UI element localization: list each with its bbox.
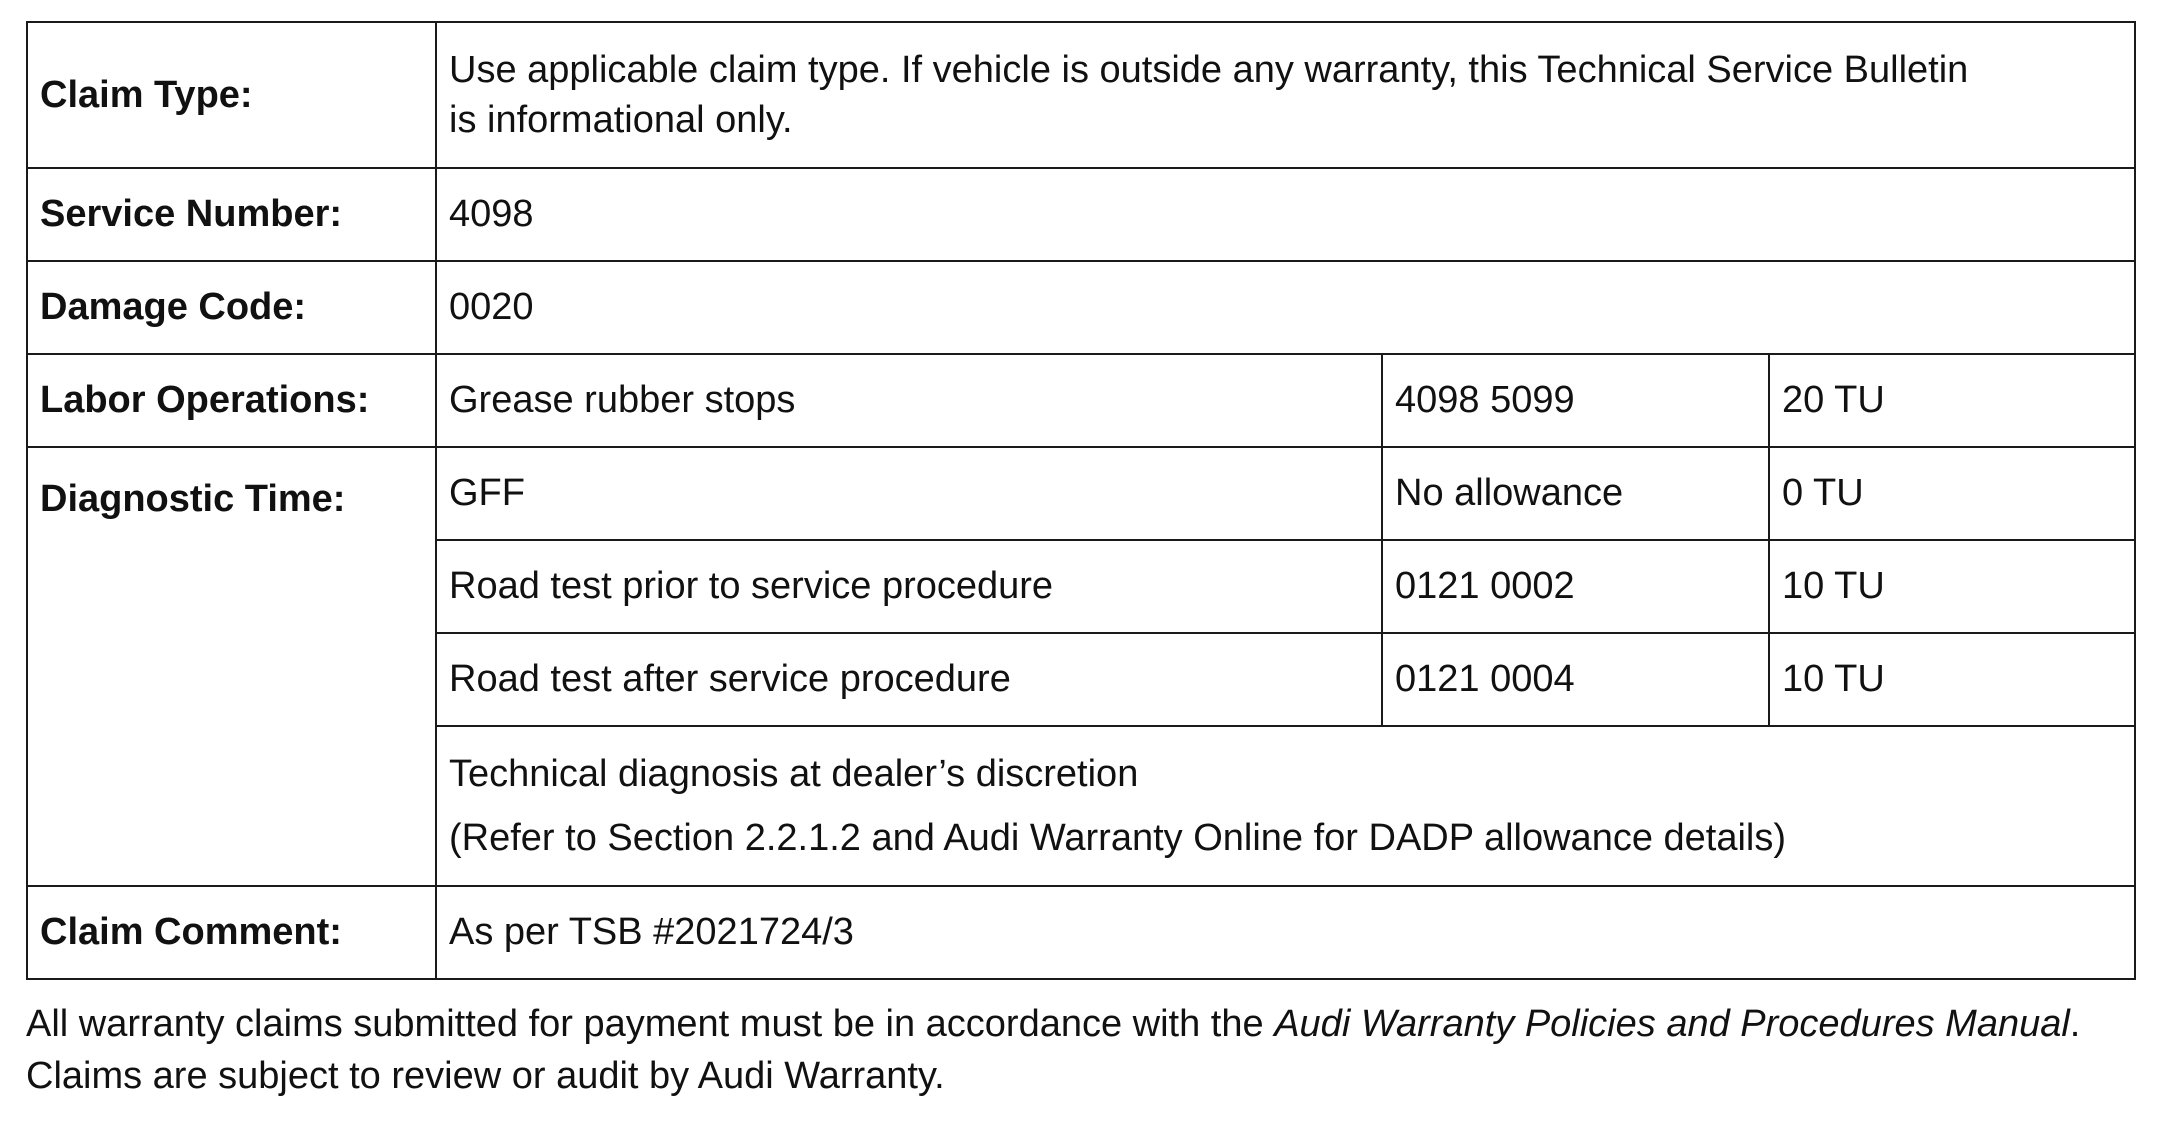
diagnostic-time: 10 TU: [1769, 540, 2135, 633]
service-number-value: 4098: [436, 168, 2135, 261]
footer-text-part1: All warranty claims submitted for payment must be in accordance with the: [26, 1003, 1275, 1045]
claim-type-value-line1: Use applicable claim type. If vehicle is outside any warranty, this Technical Service Bulletin: [449, 48, 1969, 91]
diagnostic-code: No allowance: [1382, 447, 1769, 540]
diagnostic-description: GFF: [436, 447, 1382, 540]
diagnostic-description: Road test after service procedure: [436, 633, 1382, 726]
claim-type-value-line2: is informational only.: [449, 99, 793, 141]
labor-operation-code: 4098 5099: [1382, 354, 1769, 447]
claim-comment-row: [27, 886, 2135, 979]
claim-comment-value: As per TSB #2021724/3: [436, 886, 2135, 979]
service-number-label: Service Number:: [27, 168, 436, 261]
warranty-document: [26, 21, 2134, 1141]
damage-code-label: Damage Code:: [27, 261, 436, 354]
claim-type-value: [436, 22, 2135, 168]
damage-code-value: 0020: [436, 261, 2135, 354]
diagnostic-time: 10 TU: [1769, 633, 2135, 726]
diagnostic-time: 0 TU: [1769, 447, 2135, 540]
service-number-row: [27, 168, 2135, 261]
claim-comment-label: Claim Comment:: [27, 886, 436, 979]
labor-operation-time: 20 TU: [1769, 354, 2135, 447]
warranty-table: [26, 21, 2136, 980]
technical-diagnosis-reference: (Refer to Section 2.2.1.2 and Audi Warranty Online for DADP allowance details): [449, 817, 1787, 859]
labor-operation-description: Grease rubber stops: [436, 354, 1382, 447]
diagnostic-code: 0121 0002: [1382, 540, 1769, 633]
technical-diagnosis-text: Technical diagnosis at dealer’s discretion: [449, 752, 1139, 795]
claim-type-row: [27, 22, 2135, 168]
technical-diagnosis-cell: [436, 726, 2135, 886]
warranty-footer-note: [26, 998, 2134, 1103]
claim-type-label: Claim Type:: [27, 22, 436, 168]
footer-manual-title: Audi Warranty Policies and Procedures Manual: [1274, 1003, 2070, 1045]
labor-operations-label: Labor Operations:: [27, 354, 436, 447]
damage-code-row: [27, 261, 2135, 354]
diagnostic-time-label: Diagnostic Time:: [27, 447, 436, 886]
diagnostic-description: Road test prior to service procedure: [436, 540, 1382, 633]
labor-operations-row: [27, 354, 2135, 447]
footer-text-part2: . Claims are subject to review or audit by Audi Warranty.: [26, 1003, 2081, 1098]
diagnostic-row: [27, 447, 2135, 540]
diagnostic-code: 0121 0004: [1382, 633, 1769, 726]
